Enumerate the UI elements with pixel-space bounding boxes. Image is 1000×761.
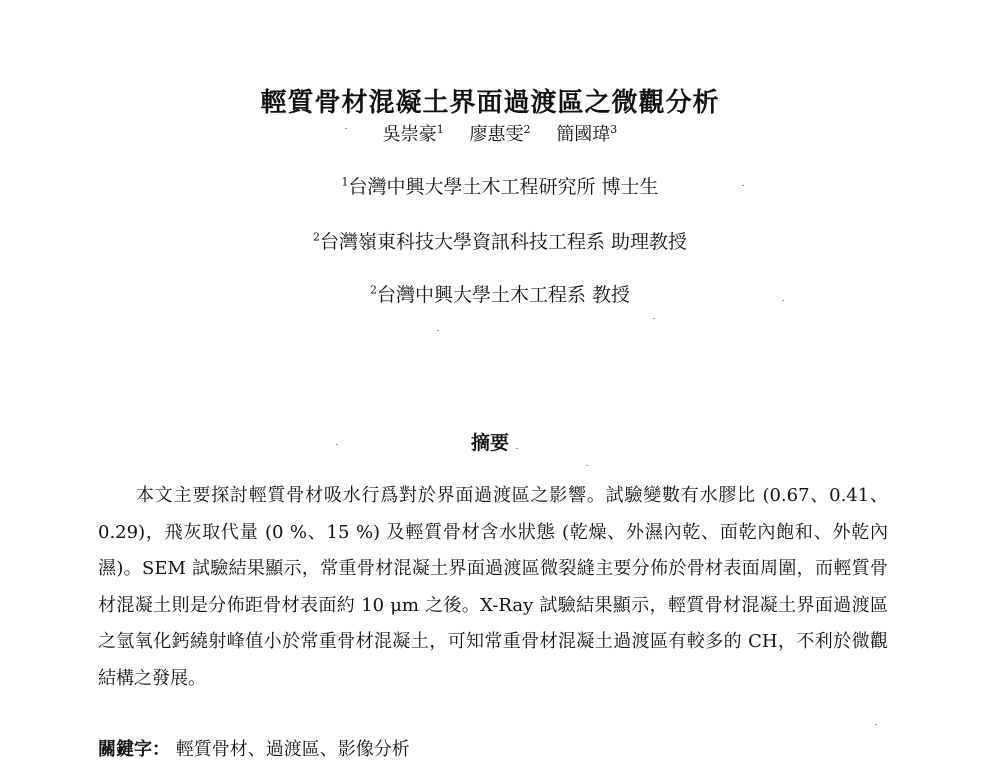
author-3-name: 簡國瑋	[556, 124, 611, 145]
affiliation-1-sup: 1	[341, 175, 349, 189]
scan-speck	[742, 185, 744, 186]
affiliation-3-text: 台灣中興大學土木工程系 教授	[376, 284, 631, 306]
abstract-body: 本文主要探討輕質骨材吸水行爲對於界面過渡區之影響。試驗變數有水膠比 (0.67、0.41、0.29)，飛灰取代量 (0 %、15 %) 及輕質骨材含水狀態 (乾燥、外濕內乾、面乾內飽和、外乾內濕)。SEM 試驗結果顯示，常重骨材混凝土界面過渡區微裂縫主要分佈於骨材表面周圍，而輕質骨材混凝土則是分佈距骨材表面約 10 μm 之後。X-Ray 試驗結果顯示，輕質骨材混凝土界面過渡區之氫氧化鈣繞射峰值小於常重骨材混凝土，可知常重骨材混凝土過渡區有較多的 CH，不利於微觀結構之發展。	[98, 485, 888, 689]
author-2-name: 廖惠雯	[469, 124, 524, 145]
scan-speck	[653, 318, 655, 319]
scan-speck	[336, 444, 338, 445]
affiliation-3	[0, 280, 1000, 307]
author-1-name: 吳崇豪	[382, 124, 437, 145]
scan-speck	[875, 724, 877, 725]
scan-speck	[516, 448, 518, 449]
keywords-label: 關鍵字：	[98, 739, 170, 760]
scan-speck	[437, 330, 439, 331]
affiliation-2	[0, 227, 1000, 254]
affiliation-2-text: 台灣嶺東科技大學資訊科技工程系 助理教授	[319, 231, 688, 253]
affiliation-2-sup: 2	[312, 230, 320, 244]
author-1	[383, 124, 444, 145]
author-2	[470, 124, 531, 145]
affiliation-3-sup: 2	[369, 283, 377, 297]
paper-title: 輕質骨材混凝土界面過渡區之微觀分析	[260, 88, 720, 118]
author-line	[0, 120, 1000, 146]
author-3-sup: 3	[610, 123, 618, 136]
scan-speck	[586, 465, 588, 466]
abstract-heading: 摘要	[470, 432, 509, 454]
author-2-sup: 2	[523, 123, 531, 136]
scan-speck	[345, 128, 347, 129]
author-1-sup: 1	[436, 123, 444, 136]
scan-speck	[782, 300, 784, 301]
keywords-line	[98, 735, 410, 761]
author-3	[556, 124, 617, 145]
affiliation-1	[0, 172, 1000, 199]
keywords-value: 輕質骨材、過渡區、影像分析	[175, 739, 410, 760]
affiliation-1-text: 台灣中興大學土木工程研究所 博士生	[348, 176, 659, 198]
